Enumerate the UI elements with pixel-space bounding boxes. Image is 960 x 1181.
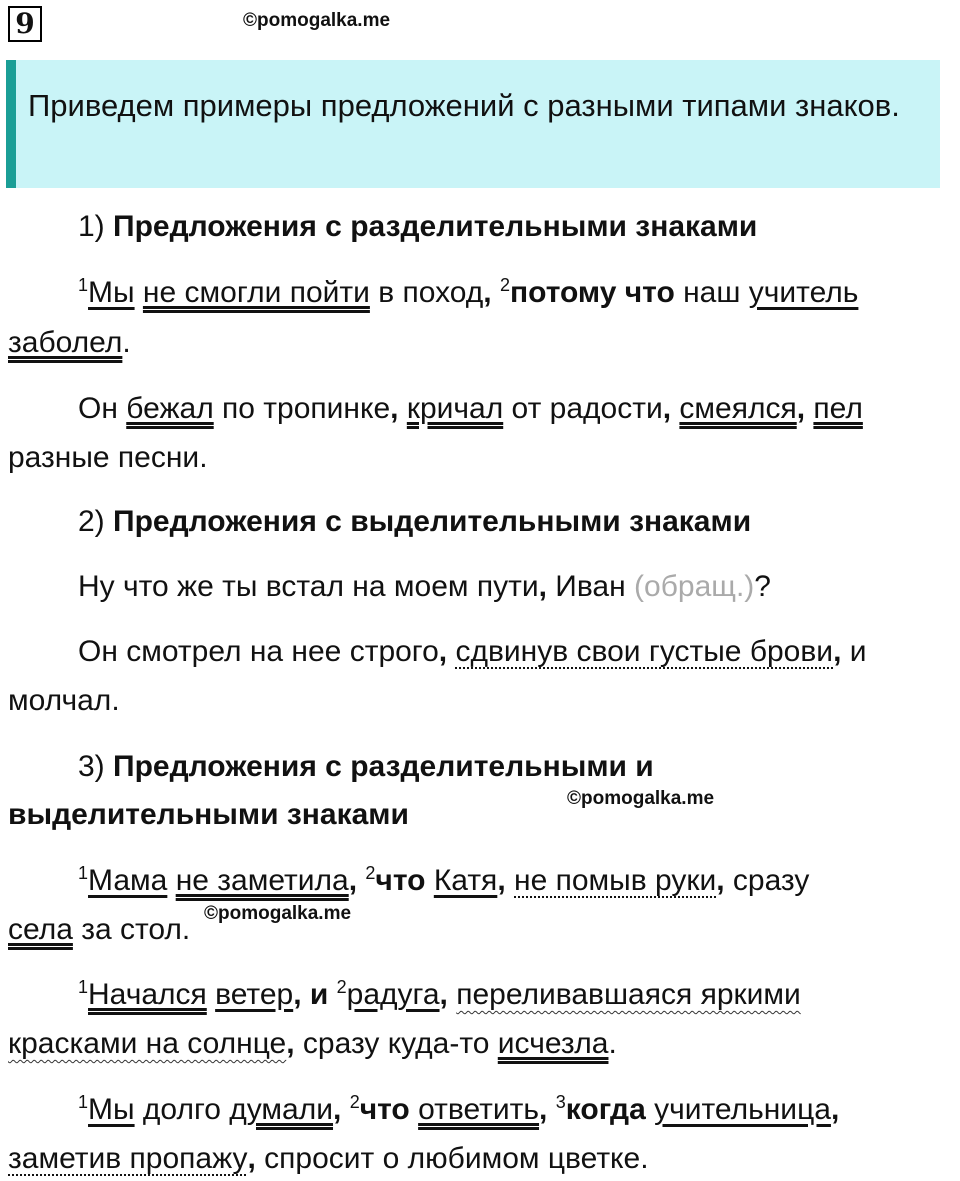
clause-number: 1 [78, 1092, 89, 1112]
comma: , [439, 978, 448, 1011]
comma: , [348, 864, 358, 897]
text: за стол. [72, 913, 191, 946]
comma: , [438, 635, 448, 668]
predicate: смеялся [679, 392, 797, 425]
s2-example-2-line2 [8, 682, 120, 720]
text: сразу куда-то [294, 1027, 498, 1060]
heading-number: 1) [78, 210, 114, 243]
text: Ну что же ты встал на моем пути [78, 570, 539, 603]
conjunction: и [301, 978, 337, 1011]
heading-text: Предложения с разделительными и [113, 750, 654, 783]
comma: , [716, 864, 725, 897]
watermark: ©pomogalka.me [204, 903, 352, 924]
predicate: не смогли пойти [142, 276, 370, 309]
text: молчал. [8, 684, 120, 717]
s3-example-1-line2 [8, 911, 190, 949]
text: Он смотрел на нее строго [78, 635, 439, 668]
subject: Мы [88, 1093, 135, 1126]
subject: Мы [88, 276, 135, 309]
s3-example-3-line2 [8, 1140, 649, 1178]
s1-example-2-line1 [78, 390, 863, 428]
text: сразу [724, 864, 810, 897]
s3-example-1-line1 [78, 862, 809, 900]
clause-number: 1 [78, 977, 89, 997]
participial-phrase: красками на солнце [8, 1027, 287, 1060]
text: спросит о любимом цветке. [255, 1142, 649, 1175]
s3-example-3-line1 [78, 1091, 839, 1129]
text: разные песни. [8, 441, 208, 474]
section-3-heading-line1 [78, 748, 654, 786]
text: от радости [503, 392, 663, 425]
subject: Катя [433, 864, 498, 897]
predicate: заболел [8, 326, 123, 359]
conjunction: когда [565, 1093, 646, 1126]
clause-number: 2 [336, 977, 347, 997]
s1-example-1-line1 [78, 274, 858, 312]
predicate: не заметила [175, 864, 349, 897]
predicate: ответить [418, 1093, 540, 1126]
comma: , [796, 392, 806, 425]
s1-example-1-line2: заболел. [8, 326, 131, 359]
text: Иван [546, 570, 635, 603]
comma: , [293, 978, 302, 1011]
watermark: ©pomogalka.me [243, 10, 391, 31]
adverbial-phrase: заметив пропажу [8, 1142, 248, 1175]
comma: , [483, 276, 492, 309]
s3-example-2-line1 [78, 976, 801, 1014]
comma: , [333, 1093, 342, 1126]
text: и [841, 635, 867, 668]
watermark: ©pomogalka.me [567, 788, 715, 809]
heading-text: Предложения с выделительными знаками [113, 505, 752, 538]
text: Он [78, 392, 127, 425]
s3-example-2-line2: красками на солнце, сразу куда-то исчезла. [8, 1027, 617, 1060]
clause-number: 1 [78, 275, 89, 295]
predicate: Начался [88, 978, 207, 1011]
adverbial-phrase: сдвинув свои густые брови [455, 635, 834, 668]
conjunction: что [359, 1093, 410, 1126]
section-3-heading-line2 [8, 796, 409, 834]
predicate: пел [813, 392, 863, 425]
intro-callout [6, 60, 940, 188]
section-2-heading [78, 503, 751, 541]
subject: ветер [215, 978, 294, 1011]
intro-text: Приведем примеры предложений с разными типами знаков. [28, 88, 900, 123]
comma: , [390, 392, 399, 425]
adverbial-phrase: не помыв руки [514, 864, 717, 897]
comma: , [286, 1027, 295, 1060]
clause-number: 2 [349, 1092, 360, 1112]
comma: , [497, 864, 506, 897]
predicate: исчезла [497, 1027, 609, 1060]
text: долго [134, 1093, 230, 1126]
conjunction: что [375, 864, 426, 897]
heading-text: выделительными знаками [8, 798, 409, 831]
comma: , [538, 570, 547, 603]
subject: радуга [346, 978, 440, 1011]
predicate: бежал [126, 392, 214, 425]
s1-example-2-line2 [8, 439, 208, 477]
clause-number: 3 [555, 1092, 566, 1112]
subject: учительница [654, 1093, 831, 1126]
subject: учитель [748, 276, 859, 309]
comma: , [833, 635, 842, 668]
comma: , [830, 1093, 840, 1126]
predicate: думали [229, 1093, 334, 1126]
predicate: кричал [406, 392, 504, 425]
section-1-heading [78, 208, 757, 246]
clause-number: 2 [499, 275, 510, 295]
grammar-note: (обращ.) [634, 570, 755, 603]
heading-text: Предложения с разделительными знаками [113, 210, 758, 243]
comma: , [662, 392, 672, 425]
conjunction: потому что [510, 276, 675, 309]
comma: , [539, 1093, 548, 1126]
participial-phrase: переливавшаяся яркими [456, 978, 801, 1011]
predicate: села [8, 913, 73, 946]
task-number: 9 [8, 6, 42, 42]
text: по тропинке [213, 392, 391, 425]
subject: Мама [88, 864, 168, 897]
heading-number: 2) [78, 505, 114, 538]
s2-example-2-line1 [78, 633, 867, 671]
comma: , [247, 1142, 256, 1175]
clause-number: 2 [365, 863, 376, 883]
text: в поход [369, 276, 484, 309]
text: наш [674, 276, 749, 309]
clause-number: 1 [78, 863, 89, 883]
s2-example-1: Ну что же ты встал на моем пути, Иван (обращ.)? [78, 570, 771, 603]
heading-number: 3) [78, 750, 114, 783]
